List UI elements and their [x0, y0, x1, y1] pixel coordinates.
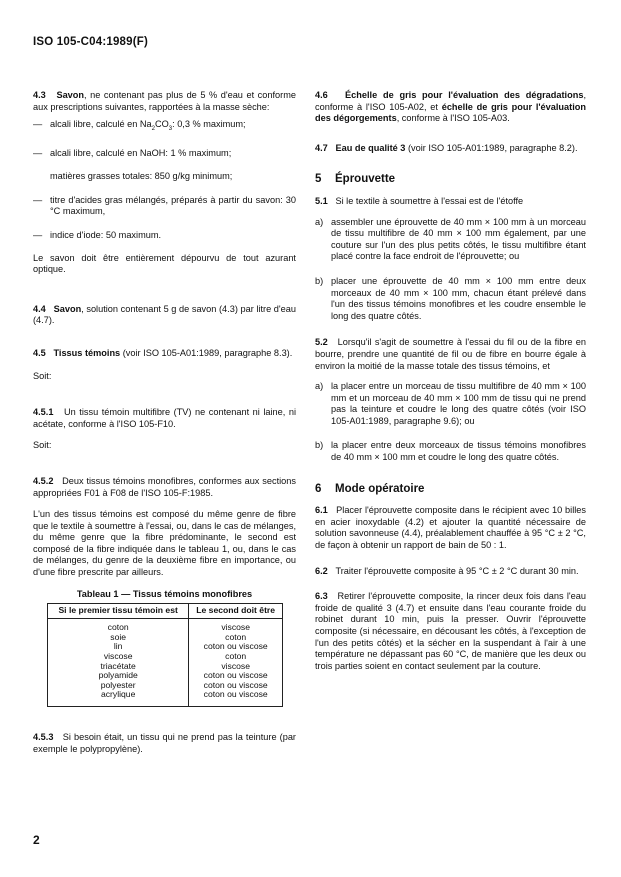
section-6-1: 6.1 Placer l'éprouvette composite dans le récipient avec 10 billes en acier inoxydable (4.2) et ajouter la quantité nécessaire de solution savonneuse (4.4), préalablement chauffée à 95 °C ± 2 °C, de façon à obtenir un rapport de bain de 50 : 1. — [315, 505, 586, 551]
section-4-3: 4.3 Savon, ne contenant pas plus de 5 % d'eau et conforme aux prescriptions suivantes, rapportées à la masse sèche: — [33, 90, 296, 112]
table-title: Tableau 1 — Tissus témoins monofibres — [76, 588, 253, 599]
table-header: Si le premier tissu témoin est — [48, 604, 189, 619]
right-column — [315, 90, 586, 672]
section-heading-5: 5 Éprouvette — [315, 173, 396, 186]
section-4-4: 4.4 Savon, solution contenant 5 g de savon (4.3) par litre d'eau (4.7). — [33, 303, 296, 326]
section-4-7: 4.7 Eau de qualité 3 (voir ISO 105-A01:1989, paragraphe 8.2). — [315, 142, 578, 153]
fabric-paragraph: L'un des tissus témoins est composé du même genre de fibre que le textile à soumettre à l'essai, ou, dans le cas de mélanges, du même genre que la fibre prédominante, le second est composé de la fibre indiquée dans le tableau 1, ou, dans le cas de mélanges, du genre de la deuxième fibre en importance, ou d'une fibre prescrite par ailleurs. — [33, 509, 296, 578]
list-item: a) assembler une éprouvette de 40 mm × 100 mm à un morceau de tissu multifibre de 40 mm × 100 mm également, par une couture sur l'un des plus petits côtés, le tissu multifibre étant placé contre la face endroit de l'éprouvette; ou — [315, 216, 586, 262]
list-item: matières grasses totales: 850 g/kg minimum; — [50, 171, 233, 182]
section-4-5-2: 4.5.2 Deux tissus témoins monofibres, conformes aux sections appropriées F01 à F08 de l'ISO 105-F:1985. — [33, 475, 296, 498]
document-header: ISO 105-C04:1989(F) — [33, 36, 149, 48]
page-number: 2 — [33, 833, 40, 847]
table-header: Le second doit être — [189, 604, 283, 619]
list-item: — alcali libre, calculé en $Na_2CO_3$: 0,3 % maximum; — [33, 119, 246, 133]
section-4-5-1: 4.5.1 Un tissu témoin multifibre (TV) ne contenant ni laine, ni acétate, conforme à l'ISO 105-F10. — [33, 407, 296, 429]
list-item: — indice d'iode: 50 maximum. — [33, 229, 162, 240]
table-cell: coton soie lin viscose triacétate polyamide polyester acrylique — [48, 619, 189, 707]
section-4-5-3: 4.5.3 Si besoin était, un tissu qui ne prend pas la teinture (par exemple le polypropylène). — [33, 732, 296, 754]
list-item: b) la placer entre deux morceaux de tissus témoins monofibres de 40 mm × 100 mm et coudre le long des quatre côtés. — [315, 440, 586, 463]
section-6-2: 6.2 Traiter l'éprouvette composite à 95 °C ± 2 °C durant 30 min. — [315, 565, 579, 576]
list-item: — alcali libre, calculé en NaOH: 1 % maximum; — [33, 147, 232, 158]
section-6-3: 6.3 Retirer l'éprouvette composite, la rincer deux fois dans l'eau froide de qualité 3 (4.7) et ensuite dans l'eau courante froide du robinet durant 10 min, puis la presser. Ouvrir l'éprouvette composite (si nécessaire, en décousant les côtés, à l'exception de l'un des petits côtés) et la sécher en la suspendant à l'air à une température ne dépassant pas 60 °C, de manière que les deux ou trois parties soient en contact seulement par la couture. — [315, 591, 586, 671]
soit-label: Soit: — [33, 440, 52, 451]
soit-label: Soit: — [33, 370, 52, 381]
list-item: — titre d'acides gras mélangés, préparés à partir du savon: 30 °C maximum, — [33, 194, 296, 217]
left-column — [33, 90, 296, 755]
monofibre-table — [47, 603, 283, 707]
table-cell: viscose coton coton ou viscose coton viscose coton ou viscose coton ou viscose coton ou viscose — [189, 619, 283, 707]
soap-note: Le savon doit être entièrement dépourvu de tout azurant optique. — [33, 252, 296, 275]
section-4-5: 4.5 Tissus témoins (voir ISO 105-A01:1989, paragraphe 8.3). — [33, 347, 293, 358]
list-item: b) placer une éprouvette de 40 mm × 100 mm entre deux morceaux de 40 mm × 100 mm, chacun étant prélevé dans l'un des tissus témoins monofibres et les coudre ensemble le long des quatre côtés. — [315, 275, 586, 321]
section-4-6: 4.6 Échelle de gris pour l'évaluation des dégradations, conforme à l'ISO 105-A02, et échelle de gris pour l'évaluation des dégorgements, conforme à l'ISO 105-A03. — [315, 90, 586, 124]
section-heading-6: 6 Mode opératoire — [315, 482, 425, 495]
section-5-1: 5.1 Si le textile à soumettre à l'essai est de l'étoffe — [315, 195, 524, 206]
section-5-2: 5.2 Lorsqu'il s'agit de soumettre à l'essai du fil ou de la fibre en bourre, prendre une quantité de fil ou de fibre en bourre égale à environ la moitié de la masse totale des tissus témoins, et — [315, 337, 586, 371]
list-item: a) la placer entre un morceau de tissu multifibre de 40 mm × 100 mm et un morceau de 40 mm × 100 mm de tissu qui ne prend pas la teinture et coudre le long des quatre côtés (voir ISO 105-A01:1989, paragraphe 9.6); ou — [315, 381, 586, 426]
